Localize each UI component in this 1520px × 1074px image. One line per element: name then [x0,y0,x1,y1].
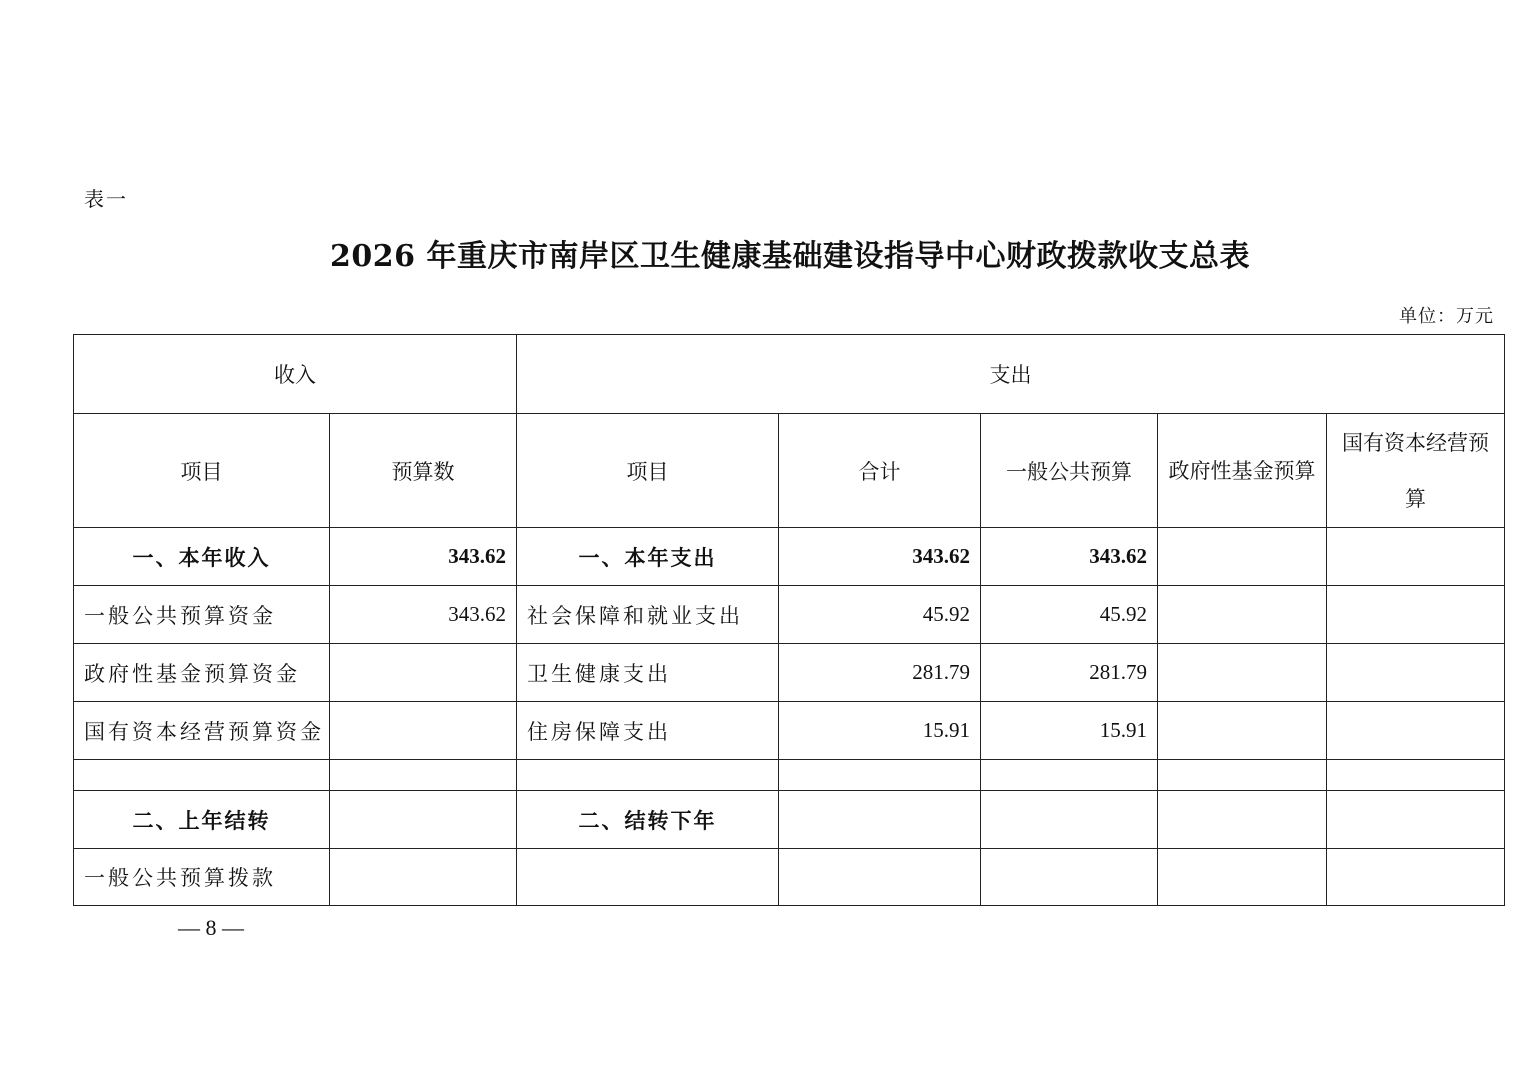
income-budget-cell [330,702,517,760]
state-capital-cell [1327,849,1505,906]
general-budget-cell: 45.92 [981,586,1158,644]
expense-item-header: 项目 [517,414,779,528]
table-row [74,586,1505,644]
total-cell: 15.91 [779,702,981,760]
gov-fund-cell [1158,528,1327,586]
income-item-cell: 一般公共预算拨款 [74,849,330,906]
state-capital-cell [1327,528,1505,586]
income-item-cell: 一般公共预算资金 [74,586,330,644]
state-capital-cell [1327,644,1505,702]
gov-fund-budget-header: 政府性基金预算 [1158,414,1327,528]
total-cell [779,849,981,906]
document-title: 2026 年重庆市南岸区卫生健康基础建设指导中心财政拨款收支总表 [330,239,1250,274]
general-budget-header: 一般公共预算 [981,414,1158,528]
total-cell: 45.92 [779,586,981,644]
state-capital-cell [1327,760,1505,791]
total-cell [779,760,981,791]
expense-header: 支出 [517,335,1505,414]
gov-fund-cell [1158,586,1327,644]
table-row [74,644,1505,702]
general-budget-cell: 343.62 [981,528,1158,586]
expense-item-cell [517,849,779,906]
expense-item-cell: 二、结转下年 [517,791,779,849]
table-row [74,791,1505,849]
header-column-row [74,414,1505,528]
income-budget-cell: 343.62 [330,586,517,644]
state-capital-cell [1327,791,1505,849]
expense-item-cell: 社会保障和就业支出 [517,586,779,644]
expense-item-cell: 卫生健康支出 [517,644,779,702]
state-capital-cell [1327,702,1505,760]
general-budget-cell: 281.79 [981,644,1158,702]
total-cell: 281.79 [779,644,981,702]
budget-summary-table [73,334,1505,906]
income-header: 收入 [74,335,517,414]
income-budget-cell [330,760,517,791]
table-label: 表一 [84,187,128,211]
gov-fund-cell [1158,702,1327,760]
gov-fund-cell [1158,849,1327,906]
expense-item-cell [517,760,779,791]
page-number: — 8 — [178,915,244,940]
income-budget-cell: 343.62 [330,528,517,586]
total-cell [779,791,981,849]
income-item-cell: 一、本年收入 [74,528,330,586]
general-budget-cell [981,849,1158,906]
general-budget-cell [981,760,1158,791]
income-budget-cell [330,849,517,906]
header-group-row [74,335,1505,414]
gov-fund-cell [1158,760,1327,791]
income-item-header: 项目 [74,414,330,528]
general-budget-cell [981,791,1158,849]
income-item-cell [74,760,330,791]
gov-fund-cell [1158,791,1327,849]
unit-label: 单位：万元 [1399,306,1494,327]
expense-item-cell: 一、本年支出 [517,528,779,586]
income-budget-header: 预算数 [330,414,517,528]
state-capital-cell [1327,586,1505,644]
expense-item-cell: 住房保障支出 [517,702,779,760]
total-header: 合计 [779,414,981,528]
total-cell: 343.62 [779,528,981,586]
gov-fund-cell [1158,644,1327,702]
table-row [74,702,1505,760]
state-capital-budget-header: 国有资本经营预算 [1327,414,1505,528]
income-budget-cell [330,791,517,849]
table-row [74,760,1505,791]
table-row [74,849,1505,906]
income-budget-cell [330,644,517,702]
table-row [74,528,1505,586]
general-budget-cell: 15.91 [981,702,1158,760]
income-item-cell: 政府性基金预算资金 [74,644,330,702]
income-item-cell: 国有资本经营预算资金 [74,702,330,760]
income-item-cell: 二、上年结转 [74,791,330,849]
